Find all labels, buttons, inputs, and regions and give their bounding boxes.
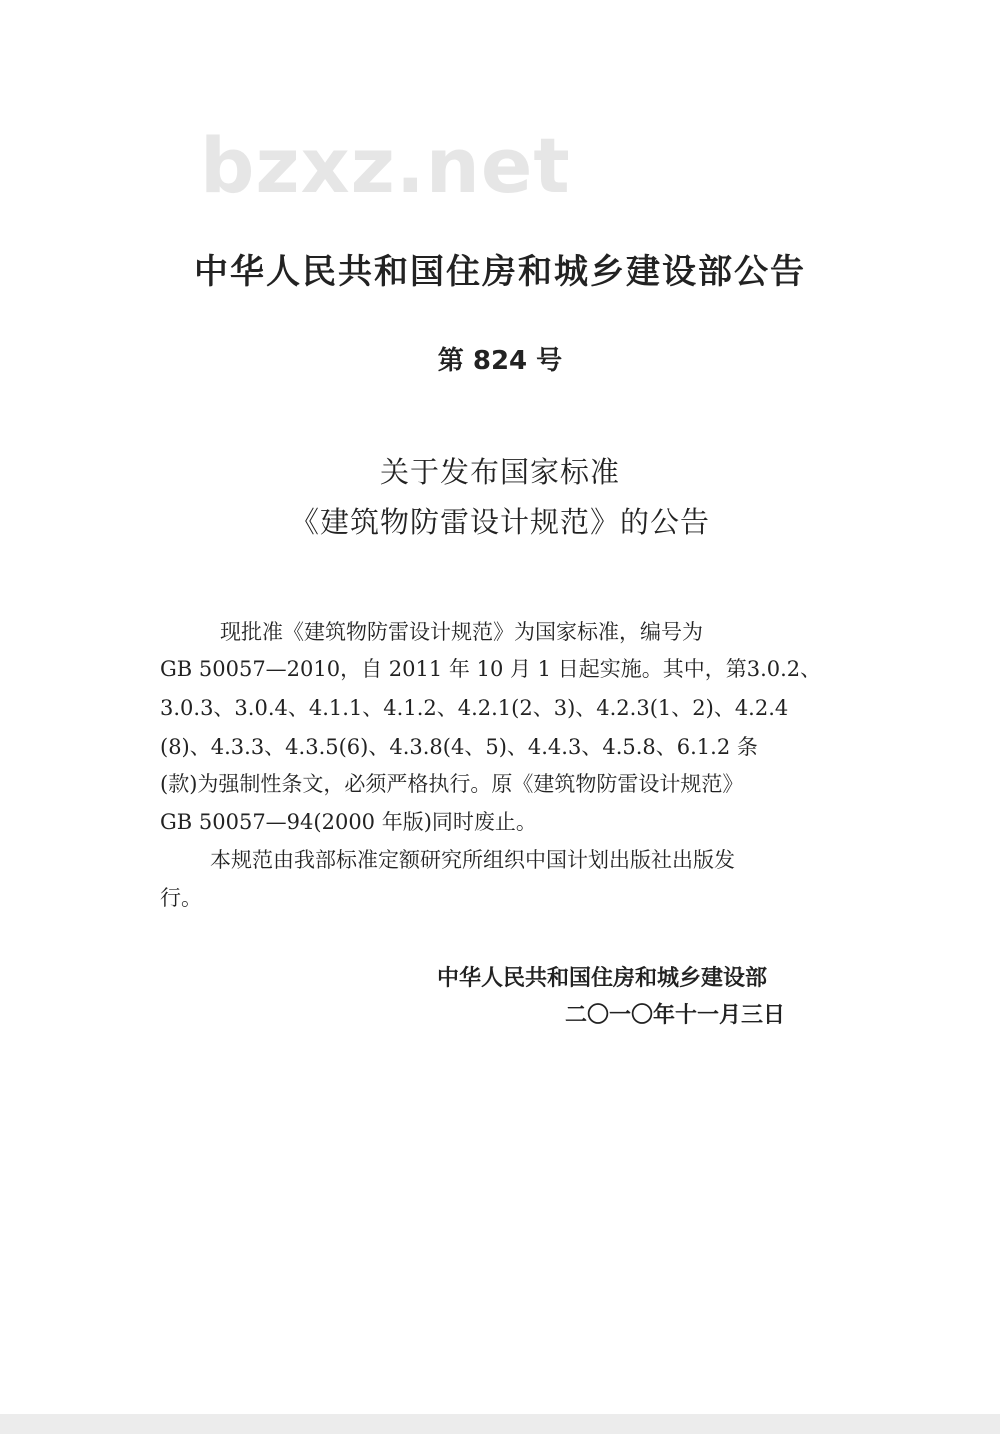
- watermark-text: bzxz.net: [200, 121, 571, 210]
- signature-org: 中华人民共和国住房和城乡建设部: [437, 966, 768, 991]
- body-line-1: 现批准《建筑物防雷设计规范》为国家标准，编号为: [220, 620, 703, 644]
- page-title: 中华人民共和国住房和城乡建设部公告: [194, 252, 806, 292]
- page-bottom-edge: [0, 1414, 1000, 1434]
- body-line-2: GB 50057—2010，自 2011 年 10 月 1 日起实施。其中，第3.0.2、: [160, 657, 822, 681]
- subtitle-line-1: 关于发布国家标准: [379, 455, 620, 489]
- body-line-5: (款)为强制性条文，必须严格执行。原《建筑物防雷设计规范》: [160, 772, 744, 796]
- body-line-3: 3.0.3、3.0.4、4.1.1、4.1.2、4.2.1(2、3)、4.2.3(1、2)、4.2.4: [160, 696, 789, 720]
- body-line-7: 本规范由我部标准定额研究所组织中国计划出版社出版发: [210, 848, 735, 872]
- subtitle-line-2: 《建筑物防雷设计规范》的公告: [289, 505, 710, 539]
- signature-date: 二〇一〇年十一月三日: [565, 1003, 786, 1028]
- body-line-4: (8)、4.3.3、4.3.5(6)、4.3.8(4、5)、4.4.3、4.5.8、6.1.2 条: [160, 735, 758, 759]
- body-line-8: 行。: [160, 886, 202, 910]
- announcement-number: 第 824 号: [437, 346, 563, 376]
- body-line-6: GB 50057—94(2000 年版)同时废止。: [160, 810, 537, 834]
